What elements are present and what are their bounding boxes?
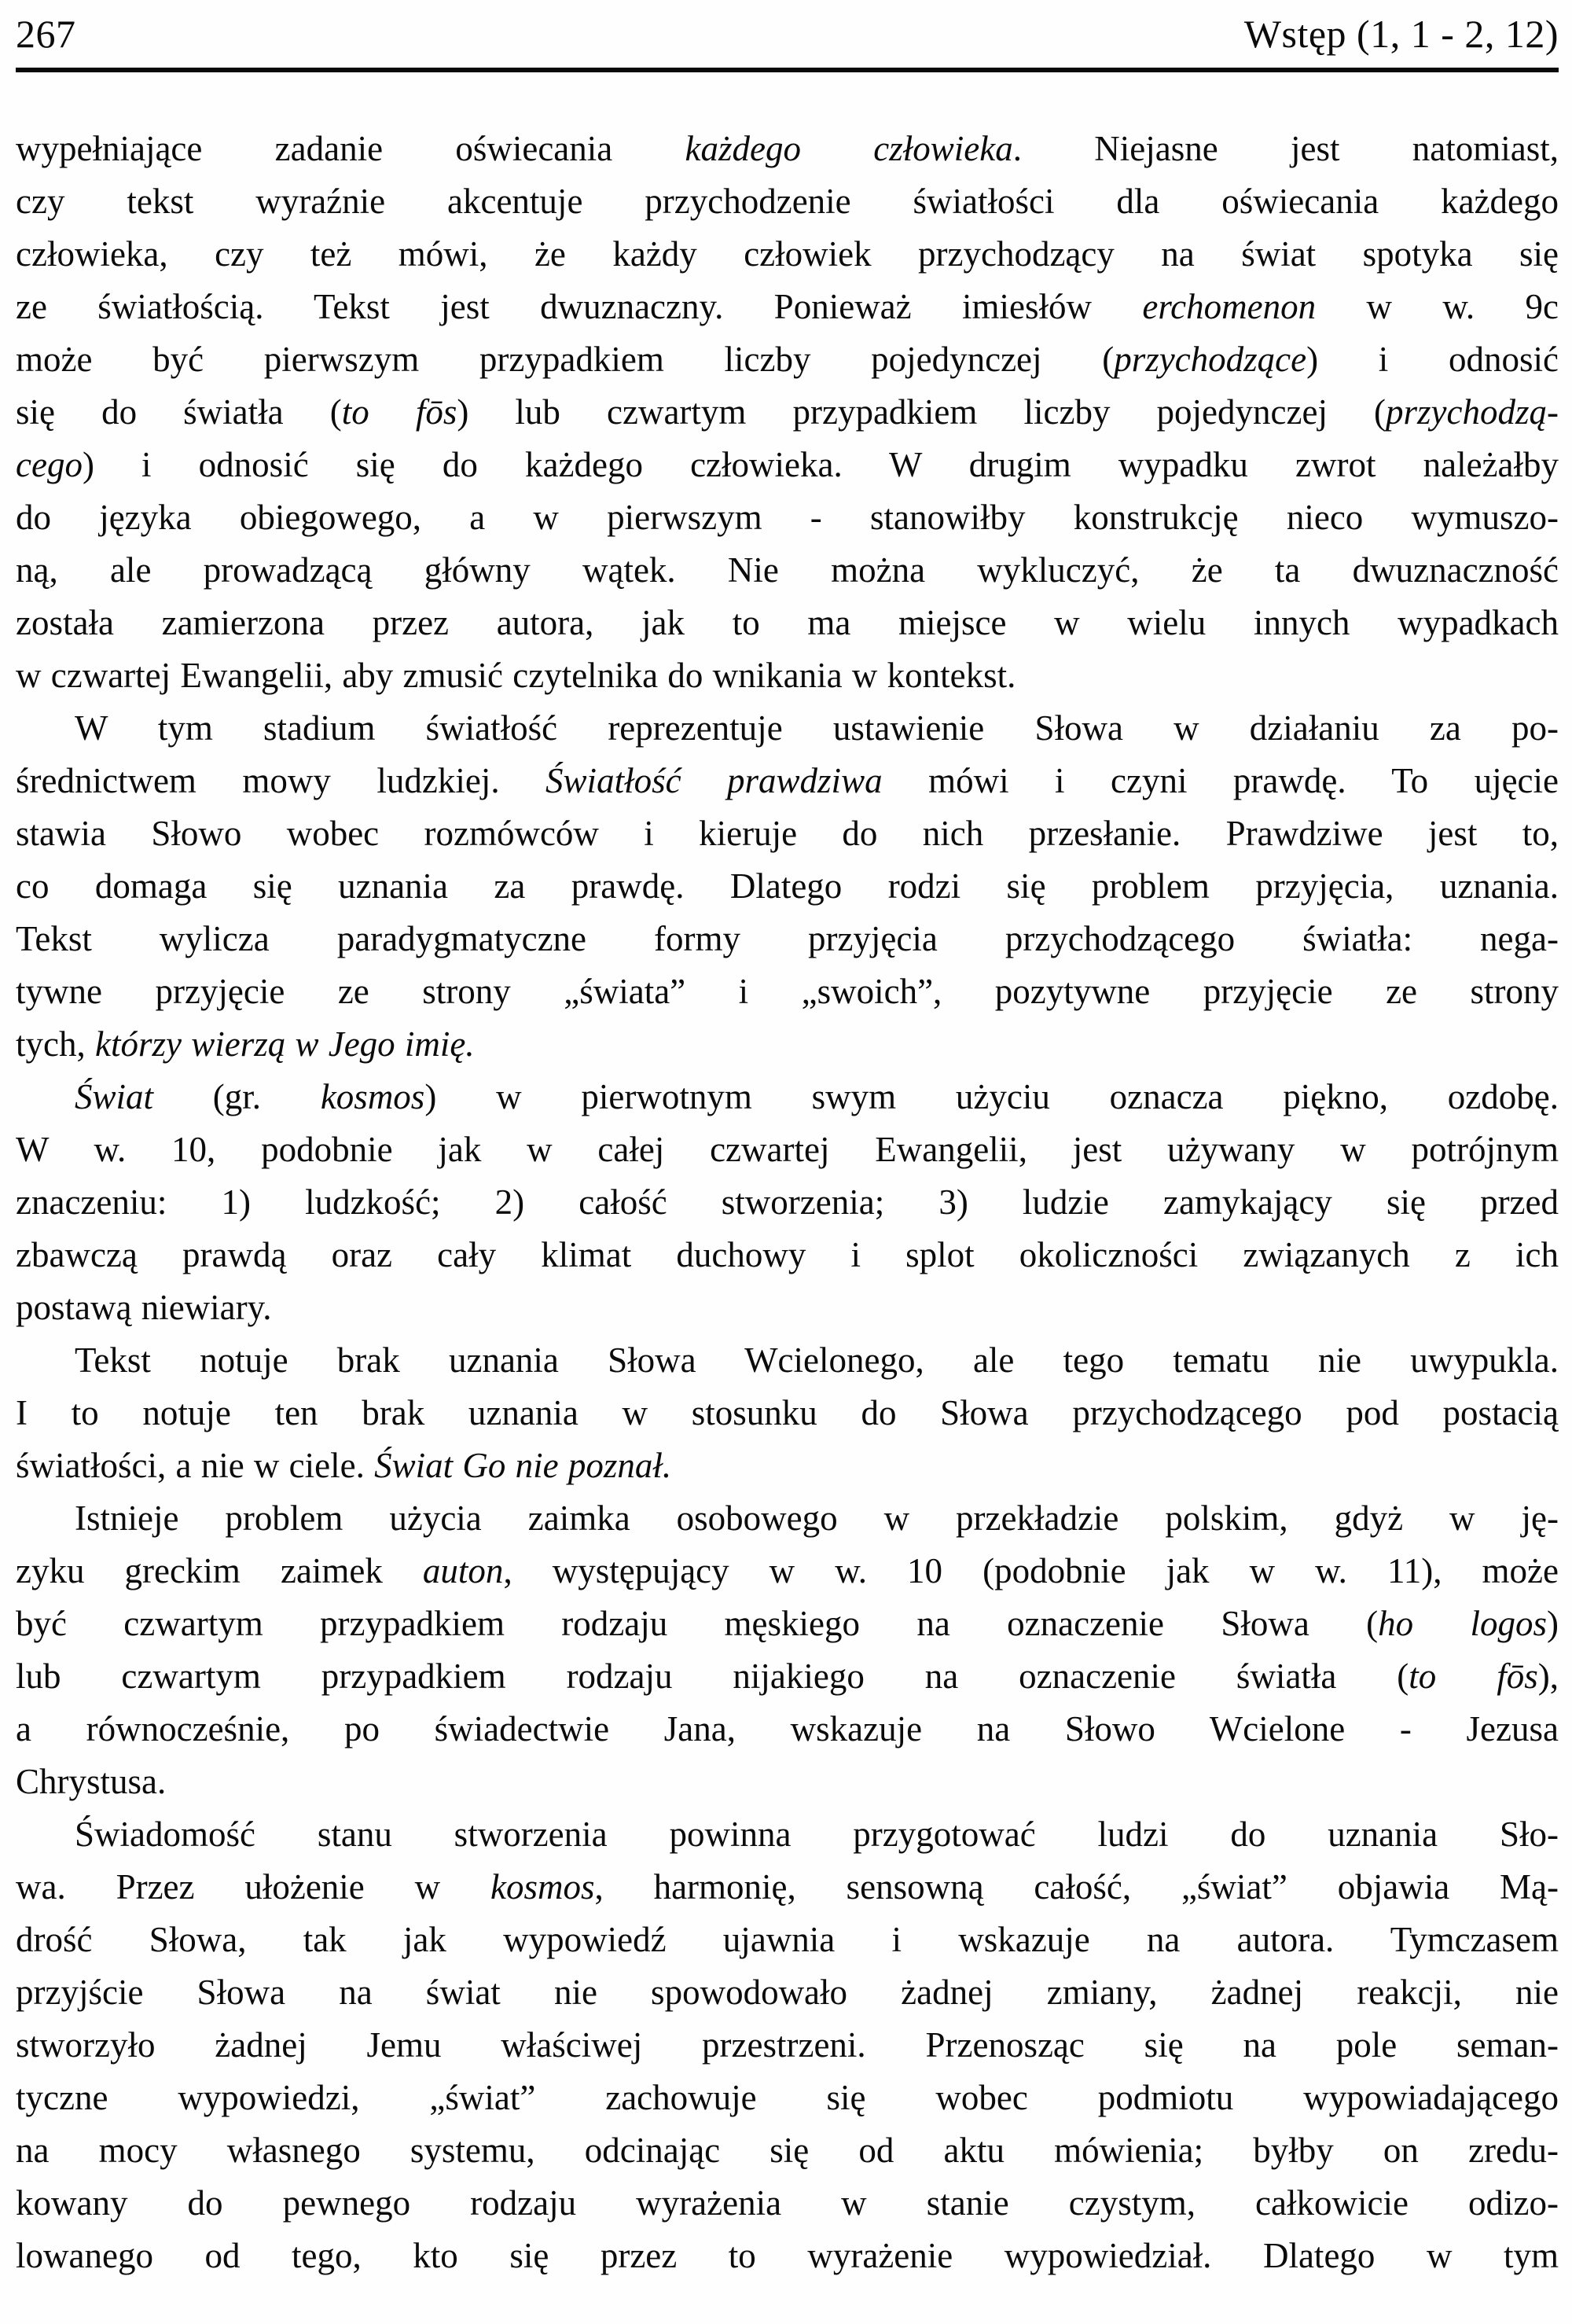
- text-line: [16, 544, 1559, 597]
- text-segment: tywne przyjęcie ze strony „świata” i „swoich”, pozytywne przyjęcie ze strony: [16, 972, 1559, 1011]
- paragraph: [16, 123, 1559, 702]
- italic-text: kosmos: [320, 1077, 425, 1116]
- italic-text: auton: [422, 1551, 504, 1590]
- header-rule: [16, 68, 1559, 72]
- text-segment: Chrystusa.: [16, 1762, 167, 1801]
- text-line: [16, 755, 1559, 807]
- text-line: [16, 1229, 1559, 1282]
- text-segment: została zamierzona przez autora, jak to ma miejsce w wielu innych wypadkach: [16, 603, 1559, 642]
- text-segment: może być pierwszym przypadkiem liczby pojedynczej (: [16, 340, 1115, 379]
- text-segment: Świadomość stanu stworzenia powinna przygotować ludzi do uznania Sło-: [75, 1815, 1559, 1854]
- text-line: [16, 1176, 1559, 1229]
- page-header: [16, 11, 1559, 57]
- text-line: [16, 2072, 1559, 2124]
- italic-text: to fōs: [341, 392, 457, 432]
- italic-text: to fōs: [1409, 1657, 1538, 1696]
- text-line: [16, 860, 1559, 913]
- page-number: 267: [16, 12, 76, 56]
- text-line: [16, 965, 1559, 1018]
- italic-text: każdego człowieka: [685, 129, 1013, 168]
- text-line: [16, 2124, 1559, 2177]
- italic-text: przychodzą-: [1386, 392, 1559, 432]
- text-line: [16, 333, 1559, 386]
- text-line: [16, 649, 1559, 702]
- text-segment: stawia Słowo wobec rozmówców i kieruje do nich przesłanie. Prawdziwe jest to,: [16, 814, 1559, 853]
- text-line: [16, 1545, 1559, 1598]
- text-line: [16, 1650, 1559, 1703]
- text-segment: człowieka, czy też mówi, że każdy człowiek przychodzący na świat spotyka się: [16, 234, 1559, 274]
- text-segment: , występujący w w. 10 (podobnie jak w w. 11), może: [503, 1551, 1559, 1590]
- text-segment: a równocześnie, po świadectwie Jana, wskazuje na Słowo Wcielone - Jezusa: [16, 1709, 1559, 1749]
- text-line: [16, 1018, 1559, 1071]
- body-text: [16, 123, 1559, 2282]
- text-line: [16, 386, 1559, 439]
- text-segment: tych,: [16, 1024, 95, 1064]
- text-line: [16, 281, 1559, 333]
- text-segment: ną, ale prowadzącą główny wątek. Nie można wykluczyć, że ta dwuznaczność: [16, 550, 1559, 590]
- text-segment: przyjście Słowa na świat nie spowodowało żadnej zmiany, żadnej reakcji, nie: [16, 1973, 1559, 2012]
- text-segment: lowanego od tego, kto się przez to wyrażenie wypowiedział. Dlatego w tym: [16, 2236, 1559, 2275]
- italic-text: Świat: [75, 1077, 154, 1116]
- text-segment: na mocy własnego systemu, odcinając się od aktu mówienia; byłby on zredu-: [16, 2131, 1559, 2170]
- text-segment: drość Słowa, tak jak wypowiedź ujawnia i wskazuje na autora. Tymczasem: [16, 1920, 1559, 1959]
- text-segment: I to notuje ten brak uznania w stosunku do Słowa przychodzącego pod postacią: [16, 1393, 1559, 1432]
- paragraph: [16, 1334, 1559, 1492]
- text-segment: ) w pierwotnym swym użyciu oznacza piękno, ozdobę.: [424, 1077, 1559, 1116]
- text-segment: W w. 10, podobnie jak w całej czwartej Ewangelii, jest używany w potrójnym: [16, 1130, 1559, 1169]
- text-segment: być czwartym przypadkiem rodzaju męskiego na oznaczenie Słowa (: [16, 1604, 1379, 1643]
- text-line: [16, 1123, 1559, 1176]
- text-segment: ) i odnosić: [1306, 340, 1559, 379]
- text-segment: Tekst notuje brak uznania Słowa Wcielonego, ale tego tematu nie uwypukla.: [75, 1340, 1559, 1380]
- text-segment: . Niejasne jest natomiast,: [1012, 129, 1559, 168]
- italic-text: którzy wierzą w Jego imię.: [94, 1024, 475, 1064]
- text-line: [16, 1756, 1559, 1808]
- text-segment: mówi i czyni prawdę. To ujęcie: [882, 761, 1559, 800]
- italic-text: erchomenon: [1142, 287, 1317, 326]
- text-line: [16, 1334, 1559, 1387]
- text-line: [16, 1282, 1559, 1334]
- text-line: [16, 807, 1559, 860]
- text-segment: Tekst wylicza paradygmatyczne formy przyjęcia przychodzącego światła: nega-: [16, 919, 1559, 958]
- text-segment: w czwartej Ewangelii, aby zmusić czytelnika do wnikania w kontekst.: [16, 656, 1016, 695]
- text-segment: ) lub czwartym przypadkiem liczby pojedynczej (: [457, 392, 1387, 432]
- text-segment: co domaga się uznania za prawdę. Dlatego rodzi się problem przyjęcia, uznania.: [16, 866, 1559, 906]
- text-line: [16, 2177, 1559, 2230]
- text-segment: się do światła (: [16, 392, 342, 432]
- text-segment: ze światłością. Tekst jest dwuznaczny. Ponieważ imiesłów: [16, 287, 1143, 326]
- text-line: [16, 491, 1559, 544]
- text-segment: W tym stadium światłość reprezentuje ustawienie Słowa w działaniu za po-: [75, 708, 1559, 748]
- text-segment: czy tekst wyraźnie akcentuje przychodzenie światłości dla oświecania każdego: [16, 182, 1559, 221]
- text-segment: ): [1547, 1604, 1559, 1643]
- text-segment: do języka obiegowego, a w pierwszym - stanowiłby konstrukcję nieco wymuszo-: [16, 498, 1559, 537]
- text-line: [16, 1808, 1559, 1861]
- text-segment: zbawczą prawdą oraz cały klimat duchowy i splot okoliczności związanych z ich: [16, 1235, 1559, 1274]
- text-line: [16, 1966, 1559, 2019]
- italic-text: przychodzące: [1114, 340, 1307, 379]
- italic-text: kosmos: [490, 1867, 595, 1907]
- text-line: [16, 913, 1559, 965]
- text-line: [16, 1861, 1559, 1914]
- text-line: [16, 1703, 1559, 1756]
- italic-text: ho logos: [1378, 1604, 1547, 1643]
- text-segment: , harmonię, sensowną całość, „świat” objawia Mą-: [594, 1867, 1559, 1907]
- text-segment: ) i odnosić się do każdego człowieka. W drugim wypadku zwrot należałby: [82, 445, 1559, 484]
- text-line: [16, 2230, 1559, 2282]
- text-line: [16, 175, 1559, 228]
- text-line: [16, 1440, 1559, 1492]
- text-segment: stworzyło żadnej Jemu właściwej przestrzeni. Przenosząc się na pole seman-: [16, 2025, 1559, 2065]
- paragraph: [16, 1492, 1559, 1808]
- text-segment: postawą niewiary.: [16, 1288, 272, 1327]
- text-segment: (gr.: [153, 1077, 321, 1116]
- text-segment: wypełniające zadanie oświecania: [16, 129, 685, 168]
- text-segment: zyku greckim zaimek: [16, 1551, 423, 1590]
- running-header: Wstęp (1, 1 - 2, 12): [1243, 12, 1559, 56]
- paragraph: [16, 702, 1559, 1071]
- text-line: [16, 1492, 1559, 1545]
- text-line: [16, 2019, 1559, 2072]
- text-line: [16, 1914, 1559, 1966]
- text-line: [16, 1071, 1559, 1123]
- text-line: [16, 228, 1559, 281]
- text-line: [16, 1598, 1559, 1650]
- text-line: [16, 123, 1559, 175]
- text-line: [16, 1387, 1559, 1440]
- text-line: [16, 597, 1559, 649]
- text-line: [16, 439, 1559, 491]
- text-segment: lub czwartym przypadkiem rodzaju nijakiego na oznaczenie światła (: [16, 1657, 1409, 1696]
- text-segment: światłości, a nie w ciele.: [16, 1446, 375, 1485]
- italic-text: Świat Go nie poznał.: [374, 1446, 672, 1485]
- text-segment: wa. Przez ułożenie w: [16, 1867, 490, 1907]
- paragraph: [16, 1808, 1559, 2282]
- text-segment: w w. 9c: [1316, 287, 1559, 326]
- text-line: [16, 702, 1559, 755]
- text-segment: ),: [1537, 1657, 1559, 1696]
- text-segment: kowany do pewnego rodzaju wyrażenia w stanie czystym, całkowicie odizo-: [16, 2183, 1559, 2223]
- text-segment: znaczeniu: 1) ludzkość; 2) całość stworzenia; 3) ludzie zamykający się przed: [16, 1182, 1559, 1222]
- italic-text: Światłość prawdziwa: [545, 761, 883, 800]
- paragraph: [16, 1071, 1559, 1334]
- italic-text: cego: [16, 445, 83, 484]
- text-segment: tyczne wypowiedzi, „świat” zachowuje się wobec podmiotu wypowiadającego: [16, 2078, 1559, 2117]
- text-segment: Istnieje problem użycia zaimka osobowego w przekładzie polskim, gdyż w ję-: [75, 1498, 1559, 1538]
- text-segment: średnictwem mowy ludzkiej.: [16, 761, 546, 800]
